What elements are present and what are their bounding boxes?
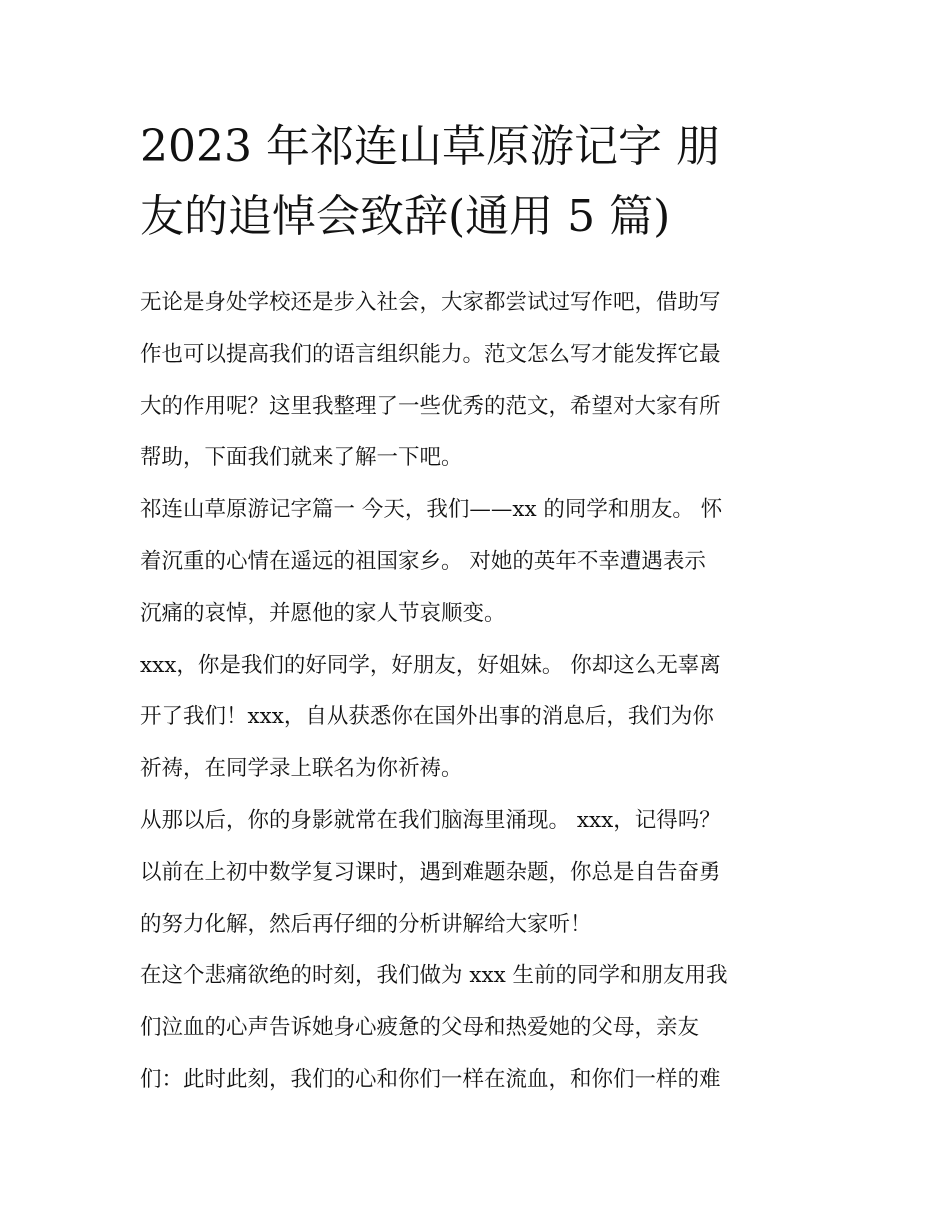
text-line: 以前在上初中数学复习课时，遇到难题杂题，你总是自告奋勇 (140, 859, 721, 885)
intro-paragraph (140, 277, 820, 484)
text-line: 从那以后，你的身影就常在我们脑海里涌现。 xxx，记得吗？ (140, 807, 721, 833)
text-line: 的努力化解，然后再仔细的分析讲解给大家听！ (140, 911, 592, 937)
document-title (140, 112, 820, 252)
text-line: 着沉重的心情在遥远的祖国家乡。 对她的英年不幸遭遇表示 (140, 548, 706, 574)
body-paragraph (140, 950, 820, 1105)
text-line: 开了我们！xxx，自从获悉你在国外出事的消息后，我们为你 (140, 704, 714, 730)
document-body (140, 277, 820, 1106)
text-line: 祁连山草原游记字篇一 今天，我们——xx 的同学和朋友。 怀 (140, 497, 723, 523)
text-line: 在这个悲痛欲绝的时刻，我们做为 xxx 生前的同学和朋友用我 (140, 963, 728, 989)
title-line: 友的追悼会致辞(通用 5 篇) (140, 191, 671, 242)
body-paragraph (140, 640, 820, 795)
text-line: 作也可以提高我们的语言组织能力。范文怎么写才能发挥它最 (140, 341, 721, 367)
text-line: 们泣血的心声告诉她身心疲惫的父母和热爱她的父母，亲友 (140, 1015, 700, 1041)
text-line: 帮助，下面我们就来了解一下吧。 (140, 445, 463, 471)
text-line: 祈祷，在同学录上联名为你祈祷。 (140, 756, 463, 782)
text-line: 无论是身处学校还是步入社会，大家都尝试过写作吧，借助写 (140, 290, 721, 315)
title-line: 2023 年祁连山草原游记字 朋 (140, 121, 720, 172)
text-line: 们：此时此刻，我们的心和你们一样在流血，和你们一样的难 (140, 1066, 721, 1092)
body-paragraph (140, 795, 820, 950)
text-line: 大的作用呢？这里我整理了一些优秀的范文，希望对大家有所 (140, 393, 721, 419)
text-line: 沉痛的哀悼，并愿他的家人节哀顺变。 (140, 600, 506, 626)
body-paragraph (140, 484, 820, 639)
text-line: xxx，你是我们的好同学，好朋友，好姐妹。 你却这么无辜离 (140, 652, 721, 678)
